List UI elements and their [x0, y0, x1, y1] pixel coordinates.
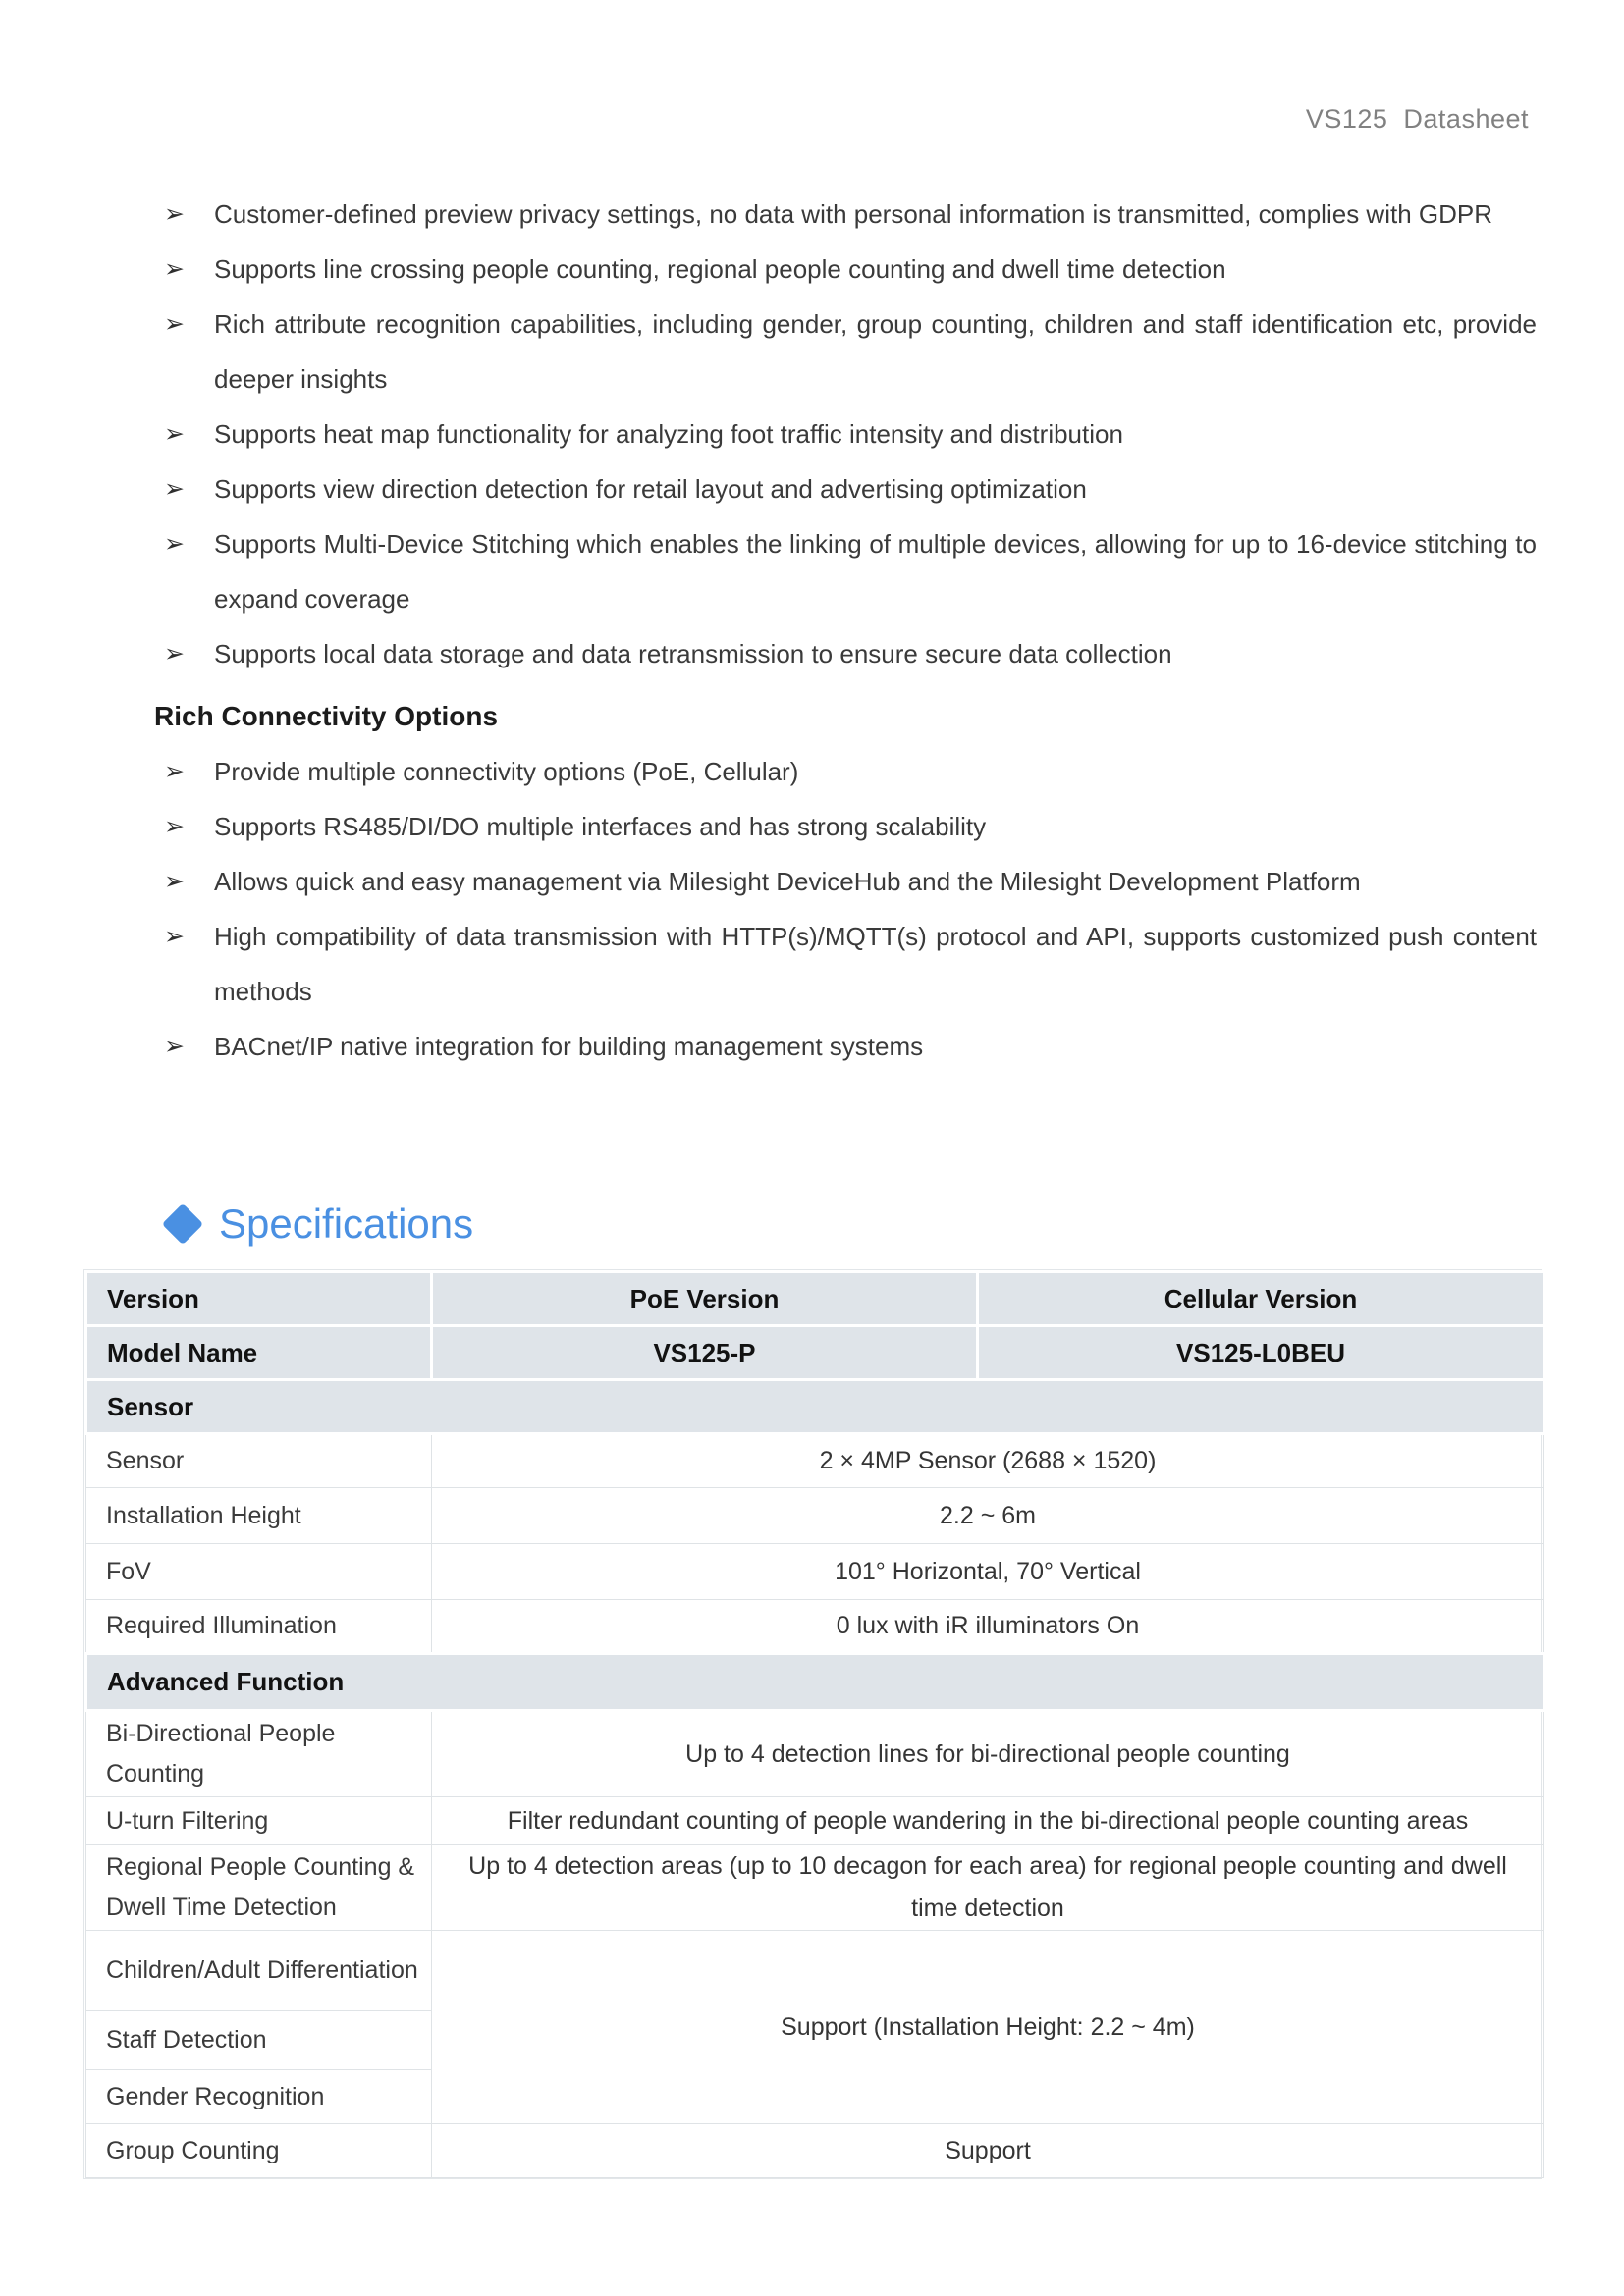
feature-item [162, 296, 1537, 406]
bullet-arrow-icon: ➢ [164, 255, 185, 283]
feature-text: Supports view direction detection for retail layout and advertising optimization [214, 474, 1087, 504]
bullet-arrow-icon: ➢ [164, 420, 185, 448]
feature-text: Supports local data storage and data retransmission to ensure secure data collection [214, 639, 1172, 668]
row-label: Bi-Directional People Counting [86, 1711, 432, 1797]
feature-item [162, 187, 1537, 241]
feature-item [162, 909, 1537, 1019]
table-row [86, 1797, 1544, 1845]
row-value: Up to 4 detection areas (up to 10 decagon for each area) for regional people counting and dwell time detection [432, 1845, 1544, 1931]
row-label-model: Model Name [86, 1326, 432, 1380]
row-value: Up to 4 detection lines for bi-directional people counting [432, 1711, 1544, 1797]
table-row [86, 1600, 1544, 1654]
feature-text: Supports Multi-Device Stitching which enables the linking of multiple devices, allowing for up to 16-device stitching to expand coverage [214, 529, 1537, 614]
model-cellular: VS125-L0BEU [978, 1326, 1544, 1380]
bullet-arrow-icon: ➢ [164, 530, 185, 558]
spec-table-container [83, 1269, 1542, 2179]
bullet-arrow-icon: ➢ [164, 813, 185, 840]
row-label: Required Illumination [86, 1600, 432, 1654]
col-header-poe: PoE Version [432, 1272, 978, 1326]
feature-item [162, 626, 1537, 681]
row-label: Staff Detection [86, 2011, 432, 2070]
col-header-version: Version [86, 1272, 432, 1326]
row-value-merged: Support (Installation Height: 2.2 ~ 4m) [432, 1931, 1544, 2124]
row-label: Group Counting [86, 2124, 432, 2178]
bullet-arrow-icon: ➢ [164, 475, 185, 503]
row-label: Gender Recognition [86, 2070, 432, 2124]
feature-item [162, 516, 1537, 626]
table-row [86, 1931, 1544, 2011]
section-title: Advanced Function [86, 1654, 1544, 1711]
spec-table [84, 1270, 1545, 2178]
model-poe: VS125-P [432, 1326, 978, 1380]
feature-item [162, 241, 1537, 296]
feature-text: BACnet/IP native integration for building management systems [214, 1032, 924, 1061]
row-label: U-turn Filtering [86, 1797, 432, 1845]
table-row [86, 2124, 1544, 2178]
table-row [86, 1544, 1544, 1600]
specifications-title: Specifications [219, 1201, 474, 1247]
table-row-model [86, 1326, 1544, 1380]
feature-text: Supports RS485/DI/DO multiple interfaces and has strong scalability [214, 812, 987, 841]
row-label: Regional People Counting & Dwell Time Detection [86, 1845, 432, 1931]
bullet-arrow-icon: ➢ [164, 868, 185, 895]
feature-list-connectivity [162, 744, 1537, 1074]
bullet-arrow-icon: ➢ [164, 200, 185, 228]
feature-list-top [162, 187, 1537, 681]
row-value: 2.2 ~ 6m [432, 1488, 1544, 1544]
row-label: Installation Height [86, 1488, 432, 1544]
row-value: 0 lux with iR illuminators On [432, 1600, 1544, 1654]
feature-text: Rich attribute recognition capabilities, including gender, group counting, children and staff identification etc, provide deeper insights [214, 309, 1537, 394]
feature-item [162, 1019, 1537, 1074]
row-value: Filter redundant counting of people wandering in the bi-directional people counting areas [432, 1797, 1544, 1845]
table-row [86, 1845, 1544, 1931]
feature-text: Provide multiple connectivity options (PoE, Cellular) [214, 757, 799, 786]
bullet-arrow-icon: ➢ [164, 923, 185, 950]
bullet-arrow-icon: ➢ [164, 1033, 185, 1060]
section-row-advanced-function [86, 1654, 1544, 1711]
feature-item [162, 406, 1537, 461]
row-label: Children/Adult Differentiation [86, 1931, 432, 2011]
row-label: FoV [86, 1544, 432, 1600]
bullet-arrow-icon: ➢ [164, 640, 185, 667]
table-row-version [86, 1272, 1544, 1326]
row-value: 2 × 4MP Sensor (2688 × 1520) [432, 1434, 1544, 1488]
feature-item [162, 854, 1537, 909]
col-header-cellular: Cellular Version [978, 1272, 1544, 1326]
feature-item [162, 744, 1537, 799]
row-value: 101° Horizontal, 70° Vertical [432, 1544, 1544, 1600]
table-row [86, 1434, 1544, 1488]
bullet-arrow-icon: ➢ [164, 758, 185, 785]
feature-text: Allows quick and easy management via Milesight DeviceHub and the Milesight Development Platform [214, 867, 1361, 896]
feature-text: Customer-defined preview privacy settings, no data with personal information is transmitted, complies with GDPR [214, 199, 1492, 229]
row-label: Sensor [86, 1434, 432, 1488]
feature-item [162, 461, 1537, 516]
table-row [86, 1711, 1544, 1797]
section-title: Sensor [86, 1380, 1544, 1434]
feature-text: Supports line crossing people counting, regional people counting and dwell time detection [214, 254, 1226, 284]
connectivity-heading: Rich Connectivity Options [154, 701, 499, 731]
doc-header-title: VS125 Datasheet [1305, 104, 1529, 133]
feature-item [162, 799, 1537, 854]
bullet-arrow-icon: ➢ [164, 310, 185, 338]
feature-text: High compatibility of data transmission with HTTP(s)/MQTT(s) protocol and API, supports customized push content methods [214, 922, 1537, 1006]
diamond-icon [162, 1203, 203, 1245]
features-section [154, 187, 1537, 1074]
section-row-sensor [86, 1380, 1544, 1434]
row-value: Support [432, 2124, 1544, 2178]
table-row [86, 1488, 1544, 1544]
specifications-heading [160, 1196, 473, 1253]
feature-text: Supports heat map functionality for analyzing foot traffic intensity and distribution [214, 419, 1123, 449]
